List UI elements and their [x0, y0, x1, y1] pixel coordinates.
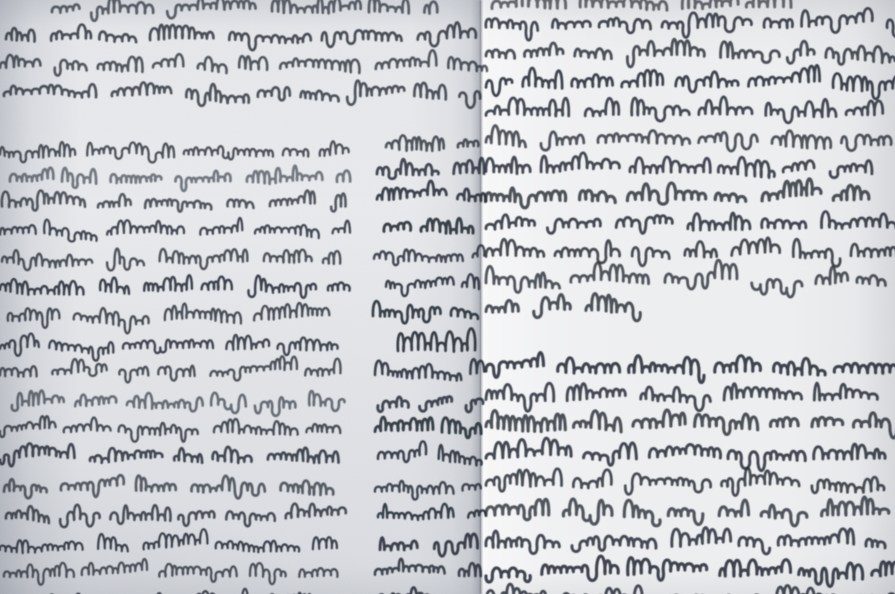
handwriting-line — [486, 215, 535, 230]
handwriting-line — [774, 358, 826, 375]
handwriting-line — [822, 497, 889, 516]
handwriting-line — [812, 477, 884, 493]
handwriting-line — [802, 8, 873, 32]
handwriting-line — [746, 0, 791, 7]
handwriting-line — [534, 295, 571, 318]
handwriting-line — [270, 191, 315, 207]
handwriting-line — [375, 559, 445, 575]
handwriting-line — [555, 241, 620, 263]
handwriting-line — [378, 441, 426, 462]
handwriting-line — [247, 166, 322, 184]
handwriting-line — [719, 500, 748, 516]
handwriting-line — [90, 448, 162, 463]
handwriting-line — [158, 366, 194, 381]
handwriting-line — [210, 356, 297, 380]
handwriting-line — [778, 529, 854, 546]
handwriting-line — [52, 4, 79, 12]
handwriting-line — [192, 476, 265, 499]
handwriting-line — [384, 222, 411, 231]
handwriting-line — [552, 19, 590, 28]
handwriting-line — [226, 335, 269, 350]
handwriting-line — [462, 274, 479, 289]
handwriting-line — [44, 220, 96, 242]
handwriting-line — [299, 568, 337, 577]
handwriting-line — [4, 479, 47, 498]
handwriting-line — [323, 251, 340, 264]
handwriting-line — [787, 41, 814, 63]
handwriting-line — [632, 247, 669, 265]
handwriting-line — [627, 39, 704, 67]
handwriting-line — [524, 43, 563, 57]
handwriting-line — [375, 361, 461, 381]
handwriting-line — [662, 13, 751, 38]
handwriting-line — [127, 393, 203, 411]
handwriting-line — [347, 81, 404, 105]
handwriting-line — [586, 293, 640, 320]
handwriting-line — [167, 0, 255, 18]
handwriting-line — [198, 57, 227, 73]
handwriting-line — [739, 537, 770, 554]
handwriting-line — [301, 91, 339, 101]
handwriting-line — [258, 87, 290, 100]
handwriting-line — [762, 219, 806, 229]
handwriting-line — [833, 74, 895, 99]
handwriting-line — [448, 57, 487, 71]
handwriting-line — [242, 589, 312, 594]
handwriting-line — [486, 469, 562, 492]
handwriting-line — [414, 83, 445, 100]
handwriting-line — [486, 411, 565, 432]
handwriting-line — [486, 383, 554, 411]
handwriting-line — [459, 91, 480, 107]
handwriting-line — [748, 65, 819, 86]
handwriting-line — [165, 304, 241, 324]
handwriting-line — [107, 220, 184, 234]
handwriting-line — [793, 239, 840, 266]
handwriting-line — [377, 159, 439, 179]
handwriting-line — [0, 142, 75, 162]
handwriting-line — [0, 366, 37, 376]
handwriting-line — [682, 0, 738, 9]
handwriting-line — [0, 55, 40, 68]
handwriting-line — [627, 183, 705, 204]
handwriting-line — [434, 534, 477, 556]
handwriting-line — [486, 438, 571, 458]
handwriting-line — [49, 341, 113, 361]
left-gutter-column — [373, 135, 486, 594]
handwriting-line — [281, 481, 334, 495]
handwriting-line — [541, 153, 619, 172]
handwriting-line — [688, 213, 750, 230]
handwriting-line — [87, 142, 174, 162]
handwriting-line — [283, 149, 308, 157]
handwriting-line — [375, 481, 454, 500]
handwriting-line — [486, 98, 569, 116]
handwriting-line — [630, 157, 710, 173]
handwriting-line — [55, 60, 87, 76]
handwriting-line — [572, 536, 656, 551]
handwriting-line — [558, 358, 620, 373]
handwriting-line — [64, 418, 111, 433]
handwriting-line — [439, 445, 482, 465]
handwriting-line — [313, 537, 337, 549]
handwriting-line — [523, 68, 562, 88]
handwriting-line — [486, 531, 559, 554]
handwriting-line — [2, 250, 92, 270]
handwriting-line — [458, 140, 479, 148]
handwriting-line — [752, 279, 802, 297]
handwriting-line — [841, 135, 891, 151]
handwriting-line — [4, 563, 74, 585]
handwriting-line — [486, 188, 566, 208]
handwriting-line — [305, 359, 340, 376]
handwriting-line — [575, 49, 612, 59]
handwriting-line — [107, 249, 144, 271]
handwriting-line — [816, 267, 848, 284]
handwriting-line — [783, 161, 814, 172]
handwriting-line — [622, 70, 663, 87]
handwriting-line — [486, 353, 544, 378]
handwriting-line — [51, 25, 91, 41]
handwriting-line — [378, 504, 454, 520]
handwriting-line — [814, 383, 877, 400]
handwriting-line — [486, 584, 546, 594]
handwriting-line — [629, 356, 704, 383]
handwriting-line — [0, 334, 39, 356]
handwriting-line — [853, 413, 895, 438]
handwriting-line — [10, 168, 53, 182]
handwriting-line — [770, 418, 798, 427]
handwriting-line — [872, 562, 895, 576]
handwriting-line — [0, 540, 83, 553]
handwriting-line — [227, 200, 253, 208]
handwriting-line — [573, 470, 611, 488]
handwriting-line — [624, 500, 660, 526]
handwriting-line — [99, 32, 136, 42]
handwriting-line — [424, 2, 437, 14]
handwriting-line — [454, 158, 484, 174]
handwriting-line — [718, 157, 774, 177]
handwriting-line — [60, 505, 100, 527]
handwriting-line — [0, 416, 56, 437]
handwriting-line — [486, 50, 515, 59]
handwriting-line — [145, 199, 211, 212]
handwriting-line — [331, 194, 345, 212]
handwriting-line — [12, 391, 64, 411]
handwriting-line — [563, 499, 612, 524]
handwriting-line — [830, 161, 872, 178]
handwriting-line — [322, 30, 402, 47]
handwriting-line — [833, 185, 869, 200]
handwriting-line — [98, 57, 143, 72]
handwriting-line — [732, 238, 780, 256]
handwriting-line — [214, 419, 298, 435]
handwriting-line — [123, 340, 213, 353]
handwriting-line — [887, 20, 895, 37]
handwriting-line — [0, 225, 36, 234]
handwriting-line — [369, 0, 409, 13]
handwriting-line — [486, 18, 538, 40]
handwriting-line — [278, 338, 338, 356]
handwriting-line — [457, 189, 485, 202]
handwriting-line — [376, 50, 437, 69]
handwriting-line — [598, 131, 690, 145]
handwriting-line — [91, 0, 153, 21]
handwriting-line — [585, 98, 619, 115]
handwriting-line — [229, 32, 311, 50]
handwriting-line — [421, 218, 473, 233]
handwriting-line — [715, 193, 746, 202]
handwriting-line — [380, 538, 417, 551]
handwriting-line — [641, 387, 711, 411]
handwriting-line — [799, 563, 863, 586]
handwriting-line — [52, 359, 106, 376]
handwriting-line — [616, 216, 672, 234]
handwriting-line — [547, 219, 600, 233]
handwriting-line — [492, 0, 566, 9]
handwriting-line — [462, 484, 480, 490]
handwriting-line — [821, 211, 895, 228]
handwriting-line — [280, 59, 359, 73]
handwriting-line — [486, 126, 526, 147]
handwriting-line — [4, 84, 96, 97]
handwriting-line — [213, 447, 252, 463]
handwriting-line — [175, 171, 230, 191]
handwriting-line — [160, 249, 248, 269]
handwriting-line — [486, 78, 512, 95]
handwriting-line — [572, 75, 613, 88]
handwriting-line — [649, 444, 720, 458]
handwriting-line — [119, 367, 148, 383]
handwriting-line — [584, 443, 637, 465]
handwriting-line — [333, 221, 350, 234]
handwriting-line — [255, 397, 296, 416]
handwriting-line — [98, 194, 131, 207]
handwriting-line — [715, 356, 761, 372]
handwriting-line — [721, 468, 799, 495]
handwriting-line — [184, 146, 273, 159]
handwriting-line — [0, 444, 74, 467]
handwriting-line — [226, 511, 274, 526]
handwriting-line — [202, 277, 232, 290]
handwriting-line — [386, 277, 454, 296]
right-paragraph-2 — [486, 353, 895, 594]
handwriting-line — [211, 393, 246, 413]
handwriting-line — [542, 556, 618, 580]
handwriting-line — [75, 395, 116, 407]
handwriting-line — [574, 411, 622, 432]
handwriting-line — [144, 275, 192, 291]
handwriting-line — [665, 260, 737, 289]
handwriting-line — [174, 448, 202, 463]
handwriting-line — [248, 276, 316, 298]
handwriting-line — [159, 564, 236, 582]
handwriting-line — [676, 72, 738, 92]
handwriting-line — [562, 586, 651, 594]
handwriting-line — [571, 263, 649, 284]
handwriting-line — [567, 384, 625, 401]
handwriting-line — [834, 363, 895, 373]
handwriting-line — [373, 301, 441, 323]
handwriting-line — [459, 563, 481, 576]
handwriting-line — [306, 424, 340, 433]
handwriting-line — [468, 510, 485, 517]
handwriting-line — [632, 98, 690, 121]
handwriting-line — [178, 511, 214, 525]
handwriting-line — [375, 417, 433, 432]
left-main-column — [0, 141, 350, 594]
handwriting-line — [724, 384, 801, 400]
handwriting-line — [374, 250, 463, 266]
handwriting-line — [200, 218, 242, 235]
handwriting-line — [74, 308, 149, 333]
handwriting-line — [255, 225, 319, 238]
handwriting-line — [62, 168, 96, 188]
handwriting-line — [320, 141, 349, 155]
handwriting-line — [486, 300, 518, 312]
handwriting-line — [721, 42, 780, 63]
handwriting-line — [272, 0, 361, 13]
handwriting-line — [150, 25, 213, 40]
handwriting-line — [328, 282, 350, 290]
handwriting-line — [826, 46, 895, 64]
handwriting-line — [599, 18, 651, 33]
handwriting-line — [633, 410, 685, 428]
handwriting-line — [111, 174, 162, 183]
handwriting-line — [268, 448, 339, 463]
handwriting-line — [110, 505, 170, 524]
right-paragraph-1 — [486, 0, 895, 321]
handwriting-line — [628, 558, 707, 581]
handwriting-line — [814, 444, 885, 459]
handwriting-line — [420, 397, 452, 412]
handwriting-line — [685, 242, 717, 258]
handwriting-line — [186, 84, 249, 106]
handwriting-line — [8, 308, 60, 327]
handwriting-line — [846, 101, 883, 115]
handwriting-line — [98, 534, 128, 551]
handwriting-line — [466, 399, 483, 412]
handwriting-line — [136, 476, 176, 492]
handwriting-line — [761, 505, 807, 526]
left-top-paragraph — [0, 0, 487, 108]
handwriting-line — [377, 181, 446, 200]
handwriting-line — [2, 191, 85, 211]
handwriting-line — [486, 157, 530, 174]
handwriting-line — [764, 18, 793, 27]
handwriting-line — [728, 451, 805, 471]
handwriting-line — [309, 391, 344, 411]
handwriting-line — [866, 539, 885, 548]
handwriting-line — [61, 475, 124, 497]
handwriting-line — [672, 528, 731, 547]
handwriting-line — [486, 239, 544, 257]
handwriting-line — [541, 132, 584, 150]
handwriting-line — [486, 499, 549, 520]
handwriting-line — [772, 131, 831, 149]
handwriting-line — [812, 417, 843, 426]
handwriting-line — [254, 303, 329, 321]
handwriting-line — [250, 563, 286, 584]
handwriting-line — [695, 414, 758, 434]
handwriting-line — [143, 529, 207, 549]
handwriting-line — [386, 135, 444, 150]
handwriting-line — [699, 132, 758, 151]
handwriting-line — [580, 191, 616, 203]
handwriting-line — [720, 560, 791, 576]
handwriting-line — [473, 245, 485, 257]
handwriting-line — [699, 97, 752, 115]
handwriting-line — [286, 504, 346, 519]
handwriting-line — [264, 250, 312, 263]
handwriting-line — [82, 559, 147, 575]
handwriting-line — [486, 568, 530, 582]
handwriting-line — [486, 266, 560, 292]
handwriting-line — [153, 54, 183, 67]
handwriting-line — [668, 509, 703, 525]
handwriting-line — [239, 56, 267, 70]
handwriting-line — [418, 22, 476, 46]
handwriting-line — [442, 418, 481, 438]
handwriting-line — [625, 474, 710, 495]
handwriting-line — [762, 179, 821, 201]
handwriting-line — [398, 329, 475, 352]
handwriting-line — [766, 99, 836, 123]
handwriting-line — [451, 308, 478, 319]
handwriting-line — [100, 278, 129, 294]
handwriting-line — [6, 28, 35, 41]
handwriting-line — [378, 588, 439, 594]
handwriting-line — [216, 541, 299, 552]
handwriting-line — [470, 359, 484, 374]
handwriting-line — [0, 279, 83, 295]
handwriting-line — [337, 171, 350, 182]
handwriting-line — [857, 275, 886, 285]
handwriting-line — [378, 397, 409, 412]
handwriting-line — [580, 0, 667, 10]
handwriting-line — [112, 82, 171, 96]
handwriting-line — [6, 506, 49, 523]
handwriting-line — [119, 423, 198, 442]
handwriting-line — [851, 244, 895, 257]
